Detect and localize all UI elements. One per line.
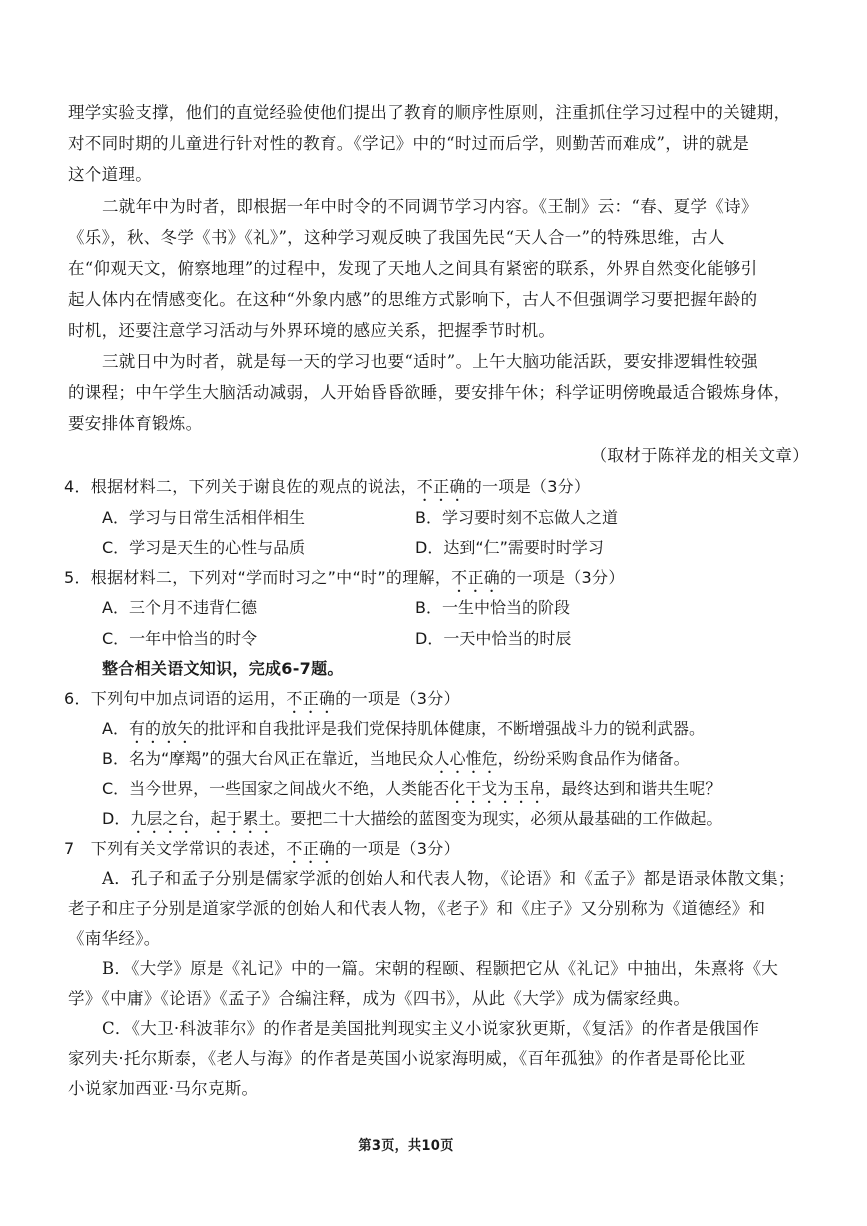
section-heading: 整合相关语文知识，完成6-7题。 (102, 659, 344, 678)
q6-option-d[interactable]: D．九层之台，起于累土。要把二十大描绘的蓝图变为现实，必须从最基础的工作做起。 (102, 809, 723, 828)
q5-option-d[interactable]: D．一天中恰当的时辰 (415, 629, 572, 648)
q4-option-a[interactable]: A．学习与日常生活相伴相生 (102, 508, 305, 527)
passage-p2-line-3: 在“仰观天文，俯察地理”的过程中，发现了天地人之间具有紧密的联系，外界自然变化能够引 (68, 259, 758, 278)
passage-p2-line-1: 二就年中为时者，即根据一年中时令的不同调节学习内容。《王制》云：“春、夏学《诗》 (102, 197, 758, 216)
q6-option-c[interactable]: C．当今世界，一些国家之间战火不绝，人类能否化干戈为玉帛，最终达到和谐共生呢？ (102, 779, 722, 798)
passage-p2-line-4: 起人体内在情感变化。在这种“外象内感”的思维方式影响下，古人不但强调学习要把握年龄的 (68, 290, 758, 309)
q7-option-b-line-2: 学》《中庸》《论语》《孟子》合编注释，成为《四书》，从此《大学》成为儒家经典。 (68, 989, 691, 1008)
page-number-footer: 第3页，共10页 (358, 1138, 454, 1154)
q6-stem: 6．下列句中加点词语的运用，不正确的一项是（3分） (64, 689, 460, 708)
q5-option-a[interactable]: A．三个月不违背仁德 (102, 598, 257, 617)
q4-stem: 4．根据材料二，下列关于谢良佐的观点的说法，不正确的一项是（3分） (64, 477, 591, 496)
q7-option-c-line-2: 家列夫·托尔斯泰，《老人与海》的作者是英国小说家海明威，《百年孤独》的作者是哥伦比亚 (68, 1049, 746, 1068)
passage-p3-line-3: 要安排体育锻炼。 (68, 414, 203, 433)
passage-p3-line-1: 三就日中为时者，就是每一天的学习也要“适时”。上午大脑功能活跃，要安排逻辑性较强 (102, 352, 758, 371)
q4-option-d[interactable]: D．达到“仁”需要时时学习 (415, 538, 604, 557)
q7-option-a-line-1: A．孔子和孟子分别是儒家学派的创始人和代表人物，《论语》和《孟子》都是语录体散文集； (102, 869, 795, 888)
passage-p2-line-5: 时机，还要注意学习活动与外界环境的感应关系，把握季节时机。 (68, 321, 556, 340)
passage-p1-line-3: 这个道理。 (68, 165, 152, 184)
passage-p3-line-2: 的课程；中午学生大脑活动减弱，人开始昏昏欲睡，要安排午休；科学证明傍晚最适合锻炼身体， (68, 383, 791, 402)
q6-option-b[interactable]: B．名为“摩羯”的强大台风正在靠近，当地民众人心惟危，纷纷采购食品作为储备。 (102, 749, 690, 768)
q6-option-a[interactable]: A．有的放矢的批评和自我批评是我们党保持肌体健康，不断增强战斗力的锐利武器。 (102, 719, 705, 738)
q7-option-b-line-1: B．《大学》原是《礼记》中的一篇。宋朝的程颐、程颢把它从《礼记》中抽出，朱熹将《大 (102, 959, 779, 978)
passage-source: （取材于陈祥龙的相关文章） (590, 446, 809, 465)
q7-stem: 7 下列有关文学常识的表述，不正确的一项是（3分） (64, 839, 460, 858)
q5-option-b[interactable]: B．一生中恰当的阶段 (415, 598, 570, 617)
passage-p1-line-2: 对不同时期的儿童进行针对性的教育。《学记》中的“时过而后学，则勤苦而难成”，讲的就是 (68, 134, 750, 153)
q4-option-b[interactable]: B．学习要时刻不忘做人之道 (415, 508, 618, 527)
q4-option-c[interactable]: C．学习是天生的心性与品质 (102, 538, 306, 557)
passage-p1-line-1: 理学实验支撑，他们的直觉经验使他们提出了教育的顺序性原则，注重抓住学习过程中的关键期， (68, 103, 791, 122)
q7-option-a-line-2: 老子和庄子分别是道家学派的创始人和代表人物，《老子》和《庄子》又分别称为《道德经》和 (68, 899, 766, 918)
q7-option-c-line-3: 小说家加西亚·马尔克斯。 (68, 1079, 259, 1098)
passage-p2-line-2: 《乐》，秋、冬学《书》《礼》”，这种学习观反映了我国先民“天人合一”的特殊思维，古人 (68, 228, 725, 247)
q7-option-a-line-3: 《南华经》。 (68, 929, 161, 948)
q5-stem: 5．根据材料二，下列对“学而时习之”中“时”的理解，不正确的一项是（3分） (64, 568, 625, 587)
q5-option-c[interactable]: C．一年中恰当的时令 (102, 629, 258, 648)
q7-option-c-line-1: C．《大卫·科波菲尔》的作者是美国批判现实主义小说家狄更斯，《复活》的作者是俄国作 (102, 1019, 760, 1038)
